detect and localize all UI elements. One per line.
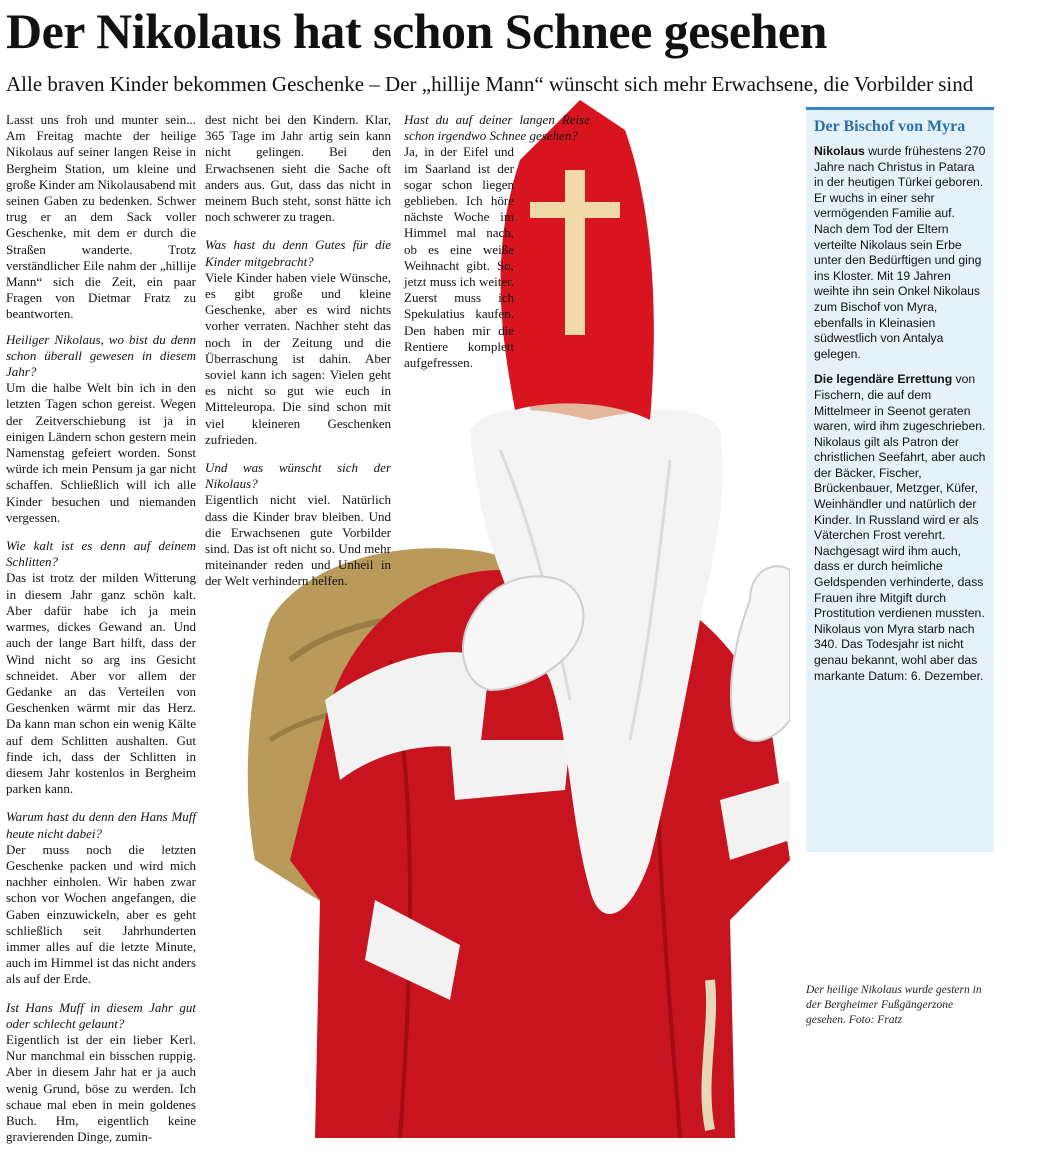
info-paragraph-1 [814,144,986,362]
intro-paragraph: Lasst uns froh und munter sein... Am Freitag machte der heilige Nikolaus auf seiner langen Reise in Bergheim Station, um kleine und große Kinder am Nikolausabend mit seinen Gaben zu bedenken. Schwer trug er an dem Sack voller Geschenke, mit dem er durch die Straßen wanderte. Trotz verständlicher Eile nahm der „hillije Mann“ sich die Zeit, ein paar Fragen von Dietmar Fratz zu beantworten. [6,112,196,322]
question: Heiliger Nikolaus, wo bist du denn schon überall gewesen in diesem Jahr? [6,331,196,380]
answer: Eigentlich ist der ein lieber Kerl. Nur manchmal ein bisschen ruppig. Aber in diesem Jahr hat er ja auch wenig Grund, böse zu werden. Ich schaue mal eben in mein goldenes Buch. Hm, eigentlich keine gravierenden Dinge, zumin- [6,1031,196,1145]
question: Wie kalt ist es denn auf deinem Schlitten? [6,538,196,570]
info-box [806,107,994,852]
article-column-2 [205,112,391,602]
info-text: von Fischern, die auf dem Mittelmeer in Seenot geraten waren, wird ihm zugeschrieben. Nikolaus gilt als Patron der christlichen Seefahrt, aber auch der Bäcker, Fischer, Brückenbauer, Metzger, Küfer, Weinhändler und natürlich der Kinder. In Russland wird er als Väterchen Frost verehrt. Nachgesagt wird ihm auch, dass er durch heimliche Geldspenden verhinderte, dass Frauen ihre Mitgift durch Prostitution verdienen mussten. Nikolaus von Myra starb nach 340. Das Todesjahr ist nicht genau bekannt, wohl aber das markante Datum: 6. Dezember. [814,372,986,683]
article-column-1 [6,112,196,1157]
answer: Ja, in der Eifel und im Saarland ist der sogar schon liegen geblieben. Ich höre nächste Woche im Himmel mal nach, ob es eine weiße Weihnacht gibt. So, jetzt muss ich weiter. Zuerst muss ich Spekulatius kaufen. Den haben mir die Rentiere komplett aufgefressen. [404,144,514,371]
question: Was hast du denn Gutes für die Kinder mitgebracht? [205,237,391,269]
headline: Der Nikolaus hat schon Schnee gesehen [6,3,827,59]
info-text: wurde frühestens 270 Jahre nach Christus in Patara in der heutigen Türkei geboren. Er wuchs in einer sehr vermögenden Familie auf. Nach dem Tod der Eltern verteilte Nikolaus sein Erbe unter den Bedürftigen und ging ins Kloster. Mit 19 Jahren weihte ihn sein Onkel Nikolaus zum Bischof von Myra, ebenfalls in Kleinasien südwestlich von Antalya gelegen. [814,144,986,361]
answer: Um die halbe Welt bin ich in den letzten Tagen schon gereist. Wegen der Zeitverschiebung ist ja in einigen Ländern schon gestern mein Namenstag gefeiert worden. Sonst würde ich mein Pensum ja gar nicht schaffen. Schließlich will ich alle Kinder besuchen und niemanden vergessen. [6,380,196,525]
question: Und was wünscht sich der Nikolaus? [205,460,391,492]
answer: Eigentlich nicht viel. Natürlich dass die Kinder brav bleiben. Und die Erwachsenen gute Vorbilder sind. Das ist oft nicht so. Und mehr miteinander reden und Unheil in der Welt verhindern helfen. [205,492,391,589]
answer: Der muss noch die letzten Geschenke packen und wird mich nachher einholen. Wir haben zwar schon vor Wochen angefangen, die Gaben einzuwickeln, aber es geht schließlich seit Jahrhunderten immer alles auf die letzte Minute, auch im Himmel ist das nicht anders als auf der Erde. [6,841,196,987]
question: Hast du auf deiner langen Reise schon irgendwo Schnee gesehen? [404,112,590,144]
answer: Viele Kinder haben viele Wünsche, es gibt große und kleine Geschenke, aber es wird nichts vorher verraten. Nachher steht das noch in der Zeitung und die Überraschung ist dahin. Aber soviel kann ich sagen: Vielen geht es nicht so gut wie euch in Mitteleuropa. Die sind schon mit viel kleineren Geschenken zufrieden. [205,269,391,447]
answer-continued: dest nicht bei den Kindern. Klar, 365 Tage im Jahr artig sein kann nicht gelingen. Bei den Erwachsenen sieht die Sache oft anders aus. Gut, dass das nicht in meinem Buch steht, sonst hätte ich noch schwerer zu tragen. [205,112,391,225]
info-paragraph-2 [814,372,986,684]
subheadline: Alle braven Kinder bekommen Geschenke – Der „hillije Mann“ wünscht sich mehr Erwachsene, die Vorbilder sind [6,72,974,96]
question: Ist Hans Muff in diesem Jahr gut oder schlecht gelaunt? [6,999,196,1031]
article-column-3 [404,112,590,383]
info-box-title: Der Bischof von Myra [814,118,966,135]
question: Warum hast du denn den Hans Muff heute nicht dabei? [6,809,196,841]
info-lead: Nikolaus [814,144,865,158]
photo-caption: Der heilige Nikolaus wurde gestern in der Bergheimer Fußgängerzone gesehen. Foto: Fratz [806,984,982,1026]
right-glove [731,566,790,741]
info-lead: Die legendäre Errettung [814,372,953,387]
answer: Das ist trotz der milden Witterung in diesem Jahr ganz schön kalt. Aber dafür habe ich ja mein warmes, dickes Gewand an. Und auch der lange Bart hilft, dass der Wind nicht so arg ins Gesicht schneidet. Aber vor allem der Gedanke an das Verteilen von Geschenken wärmt mir das Herz. Da kann man schon ein wenig Kälte auf dem Schlitten aushalten. Gut finde ich, dass der Schlitten in diesem Jahr kostenlos in Bergheim parken kann. [6,570,196,797]
